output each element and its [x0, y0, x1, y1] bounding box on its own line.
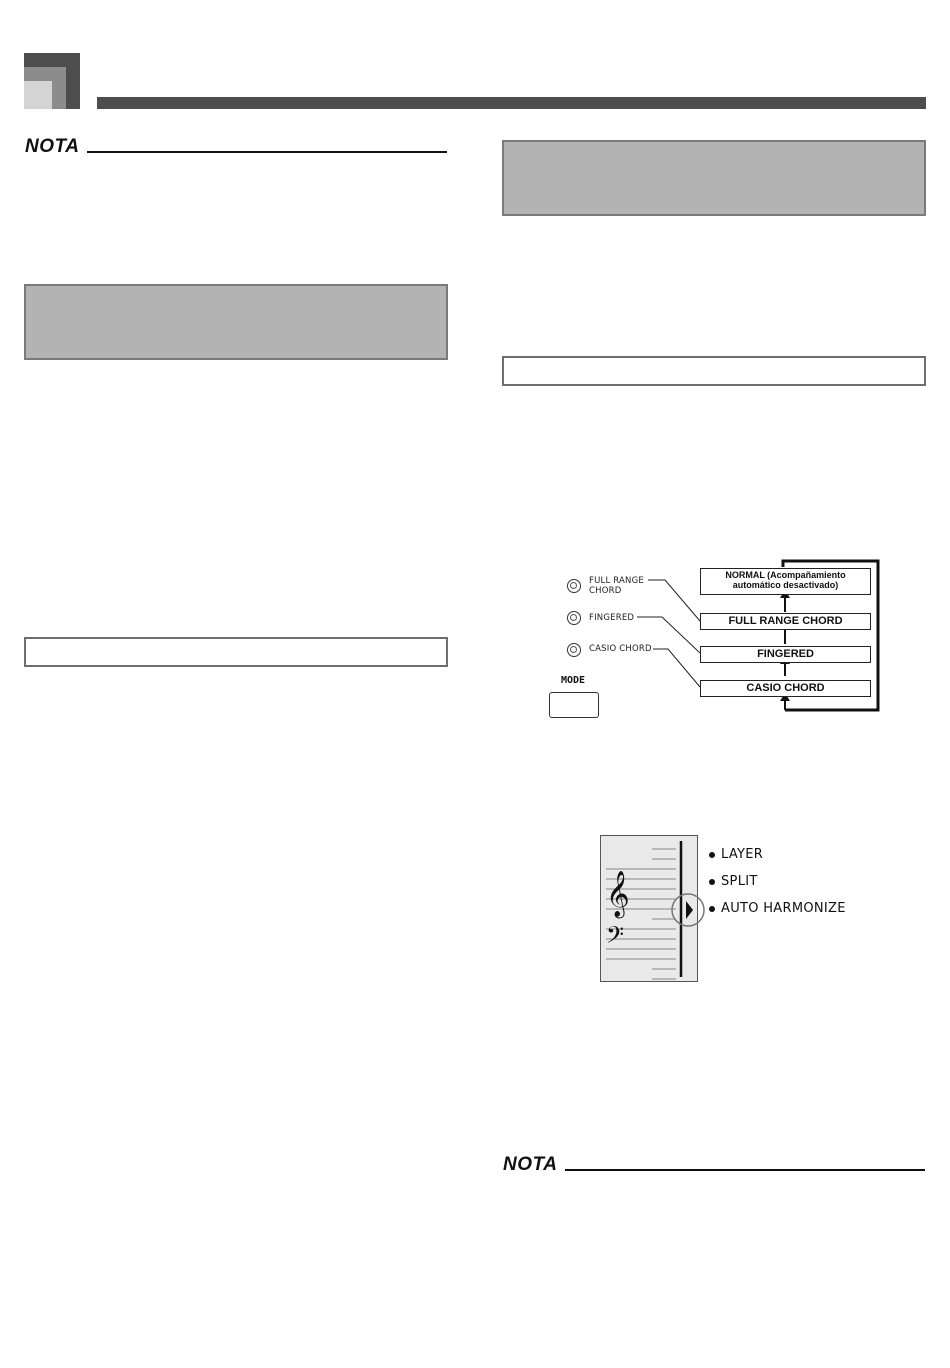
option-split: SPLIT	[721, 874, 758, 889]
mode-box-casio-chord: CASIO CHORD	[700, 680, 871, 697]
mode-box-full-range-chord: FULL RANGE CHORD	[700, 613, 871, 630]
nota-rule-left	[87, 151, 447, 153]
bullet-icon	[709, 852, 715, 858]
harmonize-diagram	[600, 835, 860, 985]
svg-text:𝄞: 𝄞	[606, 871, 630, 917]
mode-box-fingered: FINGERED	[700, 646, 871, 663]
bullet-icon	[709, 906, 715, 912]
mode-button-label: MODE	[561, 675, 586, 686]
svg-text:𝄢: 𝄢	[606, 921, 625, 954]
section-heading-box-right	[502, 140, 926, 216]
led-label: CASIO CHORD	[589, 644, 652, 654]
led-label: FINGERED	[589, 613, 635, 623]
mode-diagram	[540, 555, 890, 725]
header-bar	[97, 97, 926, 109]
nota-heading-right: NOTA	[503, 1154, 558, 1175]
option-layer: LAYER	[721, 847, 764, 862]
bullet-icon	[709, 879, 715, 885]
option-auto-harmonize: AUTO HARMONIZE	[721, 901, 846, 916]
led-label: FULL RANGE CHORD	[589, 576, 644, 596]
subheading-box-left	[24, 637, 448, 667]
section-heading-box-left	[24, 284, 448, 360]
header-square-light	[24, 81, 52, 109]
nota-heading-left: NOTA	[25, 136, 80, 157]
mode-box-normal: NORMAL (Acompañamiento automático desactivado)	[700, 568, 871, 595]
subheading-box-right	[502, 356, 926, 386]
nota-rule-right	[565, 1169, 925, 1171]
staff-illustration	[600, 835, 720, 985]
